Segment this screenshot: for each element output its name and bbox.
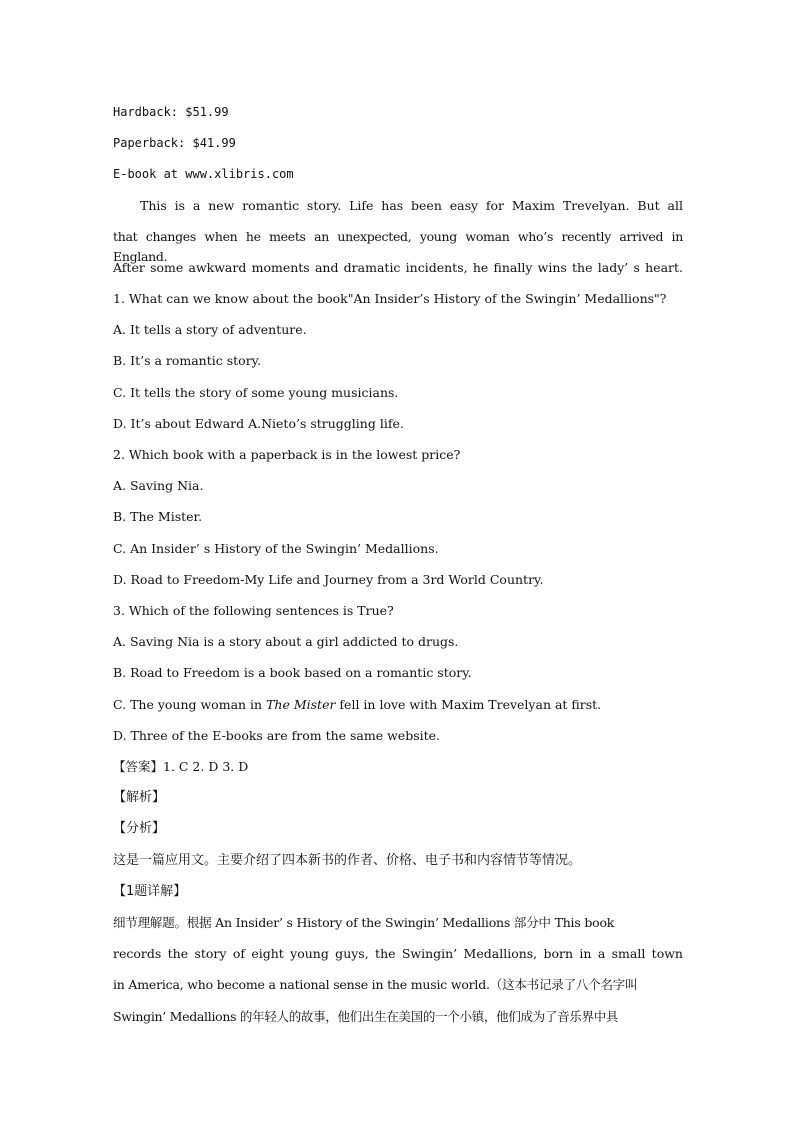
question-2-option-a: A. Saving Nia. [113, 478, 204, 493]
summary-line-2: that changes when he meets an unexpected, young woman who’s recently arrived in England. [113, 229, 683, 264]
option-c-suffix: fell in love with Maxim Trevelyan at first. [335, 697, 602, 712]
detail-line-1: 细节理解题。根据 An Insider’ s History of the Swingin’ Medallions 部分中 This book [113, 915, 615, 930]
ebook-source: E-book at www.xlibris.com [113, 167, 294, 181]
question-2-option-d: D. Road to Freedom-My Life and Journey from a 3rd World Country. [113, 572, 544, 587]
hardback-price: Hardback: $51.99 [113, 105, 229, 119]
fenxi-heading: 【分析】 [113, 821, 166, 836]
question-3-option-d: D. Three of the E-books are from the same website. [113, 728, 441, 743]
question-3-stem: 3. Which of the following sentences is True? [113, 603, 394, 618]
question-1-option-b: B. It’s a romantic story. [113, 353, 262, 368]
question-3-option-b: B. Road to Freedom is a book based on a romantic story. [113, 665, 472, 680]
question-3-option-a: A. Saving Nia is a story about a girl addicted to drugs. [113, 634, 459, 649]
summary-line-3: After some awkward moments and dramatic incidents, he finally wins the lady’ s heart. [113, 260, 683, 275]
book-title-the-mister: The Mister [266, 697, 336, 712]
question-2-option-c: C. An Insider’ s History of the Swingin’ Medallions. [113, 541, 439, 556]
detail-line-3: in America, who become a national sense in the music world.（这本书记录了八个名字叫 [113, 977, 638, 992]
detail-line-4: Swingin’ Medallions 的年轻人的故事，他们出生在美国的一个小镇，他们成为了音乐界中具 [113, 1009, 619, 1024]
summary-line-1: This is a new romantic story. Life has been easy for Maxim Trevelyan. But all [140, 198, 683, 213]
analysis-heading: 【解析】 [113, 790, 166, 805]
fenxi-text: 这是一篇应用文。主要介绍了四本新书的作者、价格、电子书和内容情节等情况。 [113, 853, 582, 868]
answer-key: 【答案】1. C 2. D 3. D [113, 759, 249, 774]
paperback-price: Paperback: $41.99 [113, 136, 236, 150]
question-1-stem: 1. What can we know about the book"An Insider’s History of the Swingin’ Medallions"? [113, 291, 667, 306]
detail-heading: 【1题详解】 [113, 884, 187, 899]
question-3-option-c [113, 695, 683, 715]
detail-line-2: records the story of eight young guys, the Swingin’ Medallions, born in a small town [113, 946, 683, 961]
question-2-option-b: B. The Mister. [113, 509, 203, 524]
option-c-prefix: C. The young woman in [113, 697, 267, 712]
question-1-option-d: D. It’s about Edward A.Nieto’s struggling life. [113, 416, 404, 431]
question-1-option-c: C. It tells the story of some young musicians. [113, 385, 399, 400]
question-2-stem: 2. Which book with a paperback is in the lowest price? [113, 447, 461, 462]
question-1-option-a: A. It tells a story of adventure. [113, 322, 307, 337]
